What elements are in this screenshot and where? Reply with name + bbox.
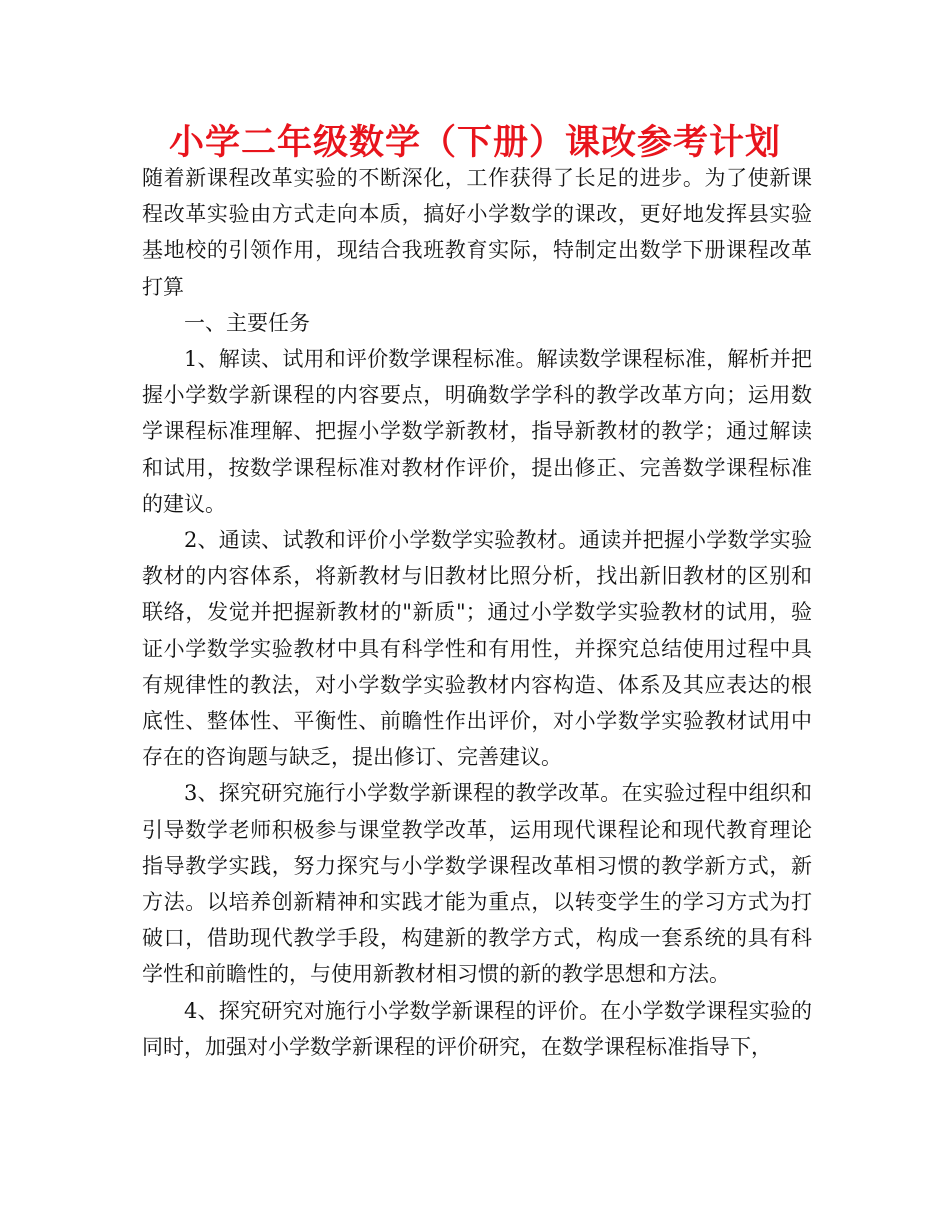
task-paragraph-4: 4、探究研究对施行小学数学新课程的评价。在小学数学课程实验的同时，加强对小学数学新课程的评价研究，在数学课程标准指导下，	[142, 998, 812, 1059]
document-title: 小学二年级数学（下册）课改参考计划	[168, 123, 781, 163]
section-heading: 一、主要任务	[184, 310, 310, 335]
task-paragraph-1: 1、解读、试用和评价数学课程标准。解读数学课程标准，解析并把握小学数学新课程的内容要点，明确数学学科的教学改革方向；运用数学课程标准理解、把握小学数学新教材，指导新教材的教学；通过解读和试用，按数学课程标准对教材作评价，提出修正、完善数学课程标准的建议。	[142, 347, 812, 516]
intro-paragraph: 随着新课程改革实验的不断深化，工作获得了长足的进步。为了使新课程改革实验由方式走向本质，搞好小学数学的课改，更好地发挥县实验基地校的引领作用，现结合我班教育实际，特制定出数学下册课程改革打算	[142, 166, 812, 299]
task-paragraph-2: 2、通读、试教和评价小学数学实验教材。通读并把握小学数学实验教材的内容体系，将新教材与旧教材比照分析，找出新旧教材的区别和联络，发觉并把握新教材的"新质"；通过小学数学实验教材的试用，验证小学数学实验教材中具有科学性和有用性，并探究总结使用过程中具有规律性的教法，对小学数学实验教材内容构造、体系及其应表达的根底性、整体性、平衡性、前瞻性作出评价，对小学数学实验教材试用中存在的咨询题与缺乏，提出修订、完善建议。	[142, 528, 812, 770]
document-body	[142, 160, 812, 1065]
task-paragraph-3: 3、探究研究施行小学数学新课程的教学改革。在实验过程中组织和引导数学老师积极参与课堂教学改革，运用现代课程论和现代教育理论指导教学实践，努力探究与小学数学课程改革相习惯的教学新方式，新方法。以培养创新精神和实践才能为重点，以转变学生的学习方式为打破口，借助现代教学手段，构建新的教学方式，构成一套系统的具有科学性和前瞻性的，与使用新教材相习惯的新的教学思想和方法。	[142, 781, 812, 987]
